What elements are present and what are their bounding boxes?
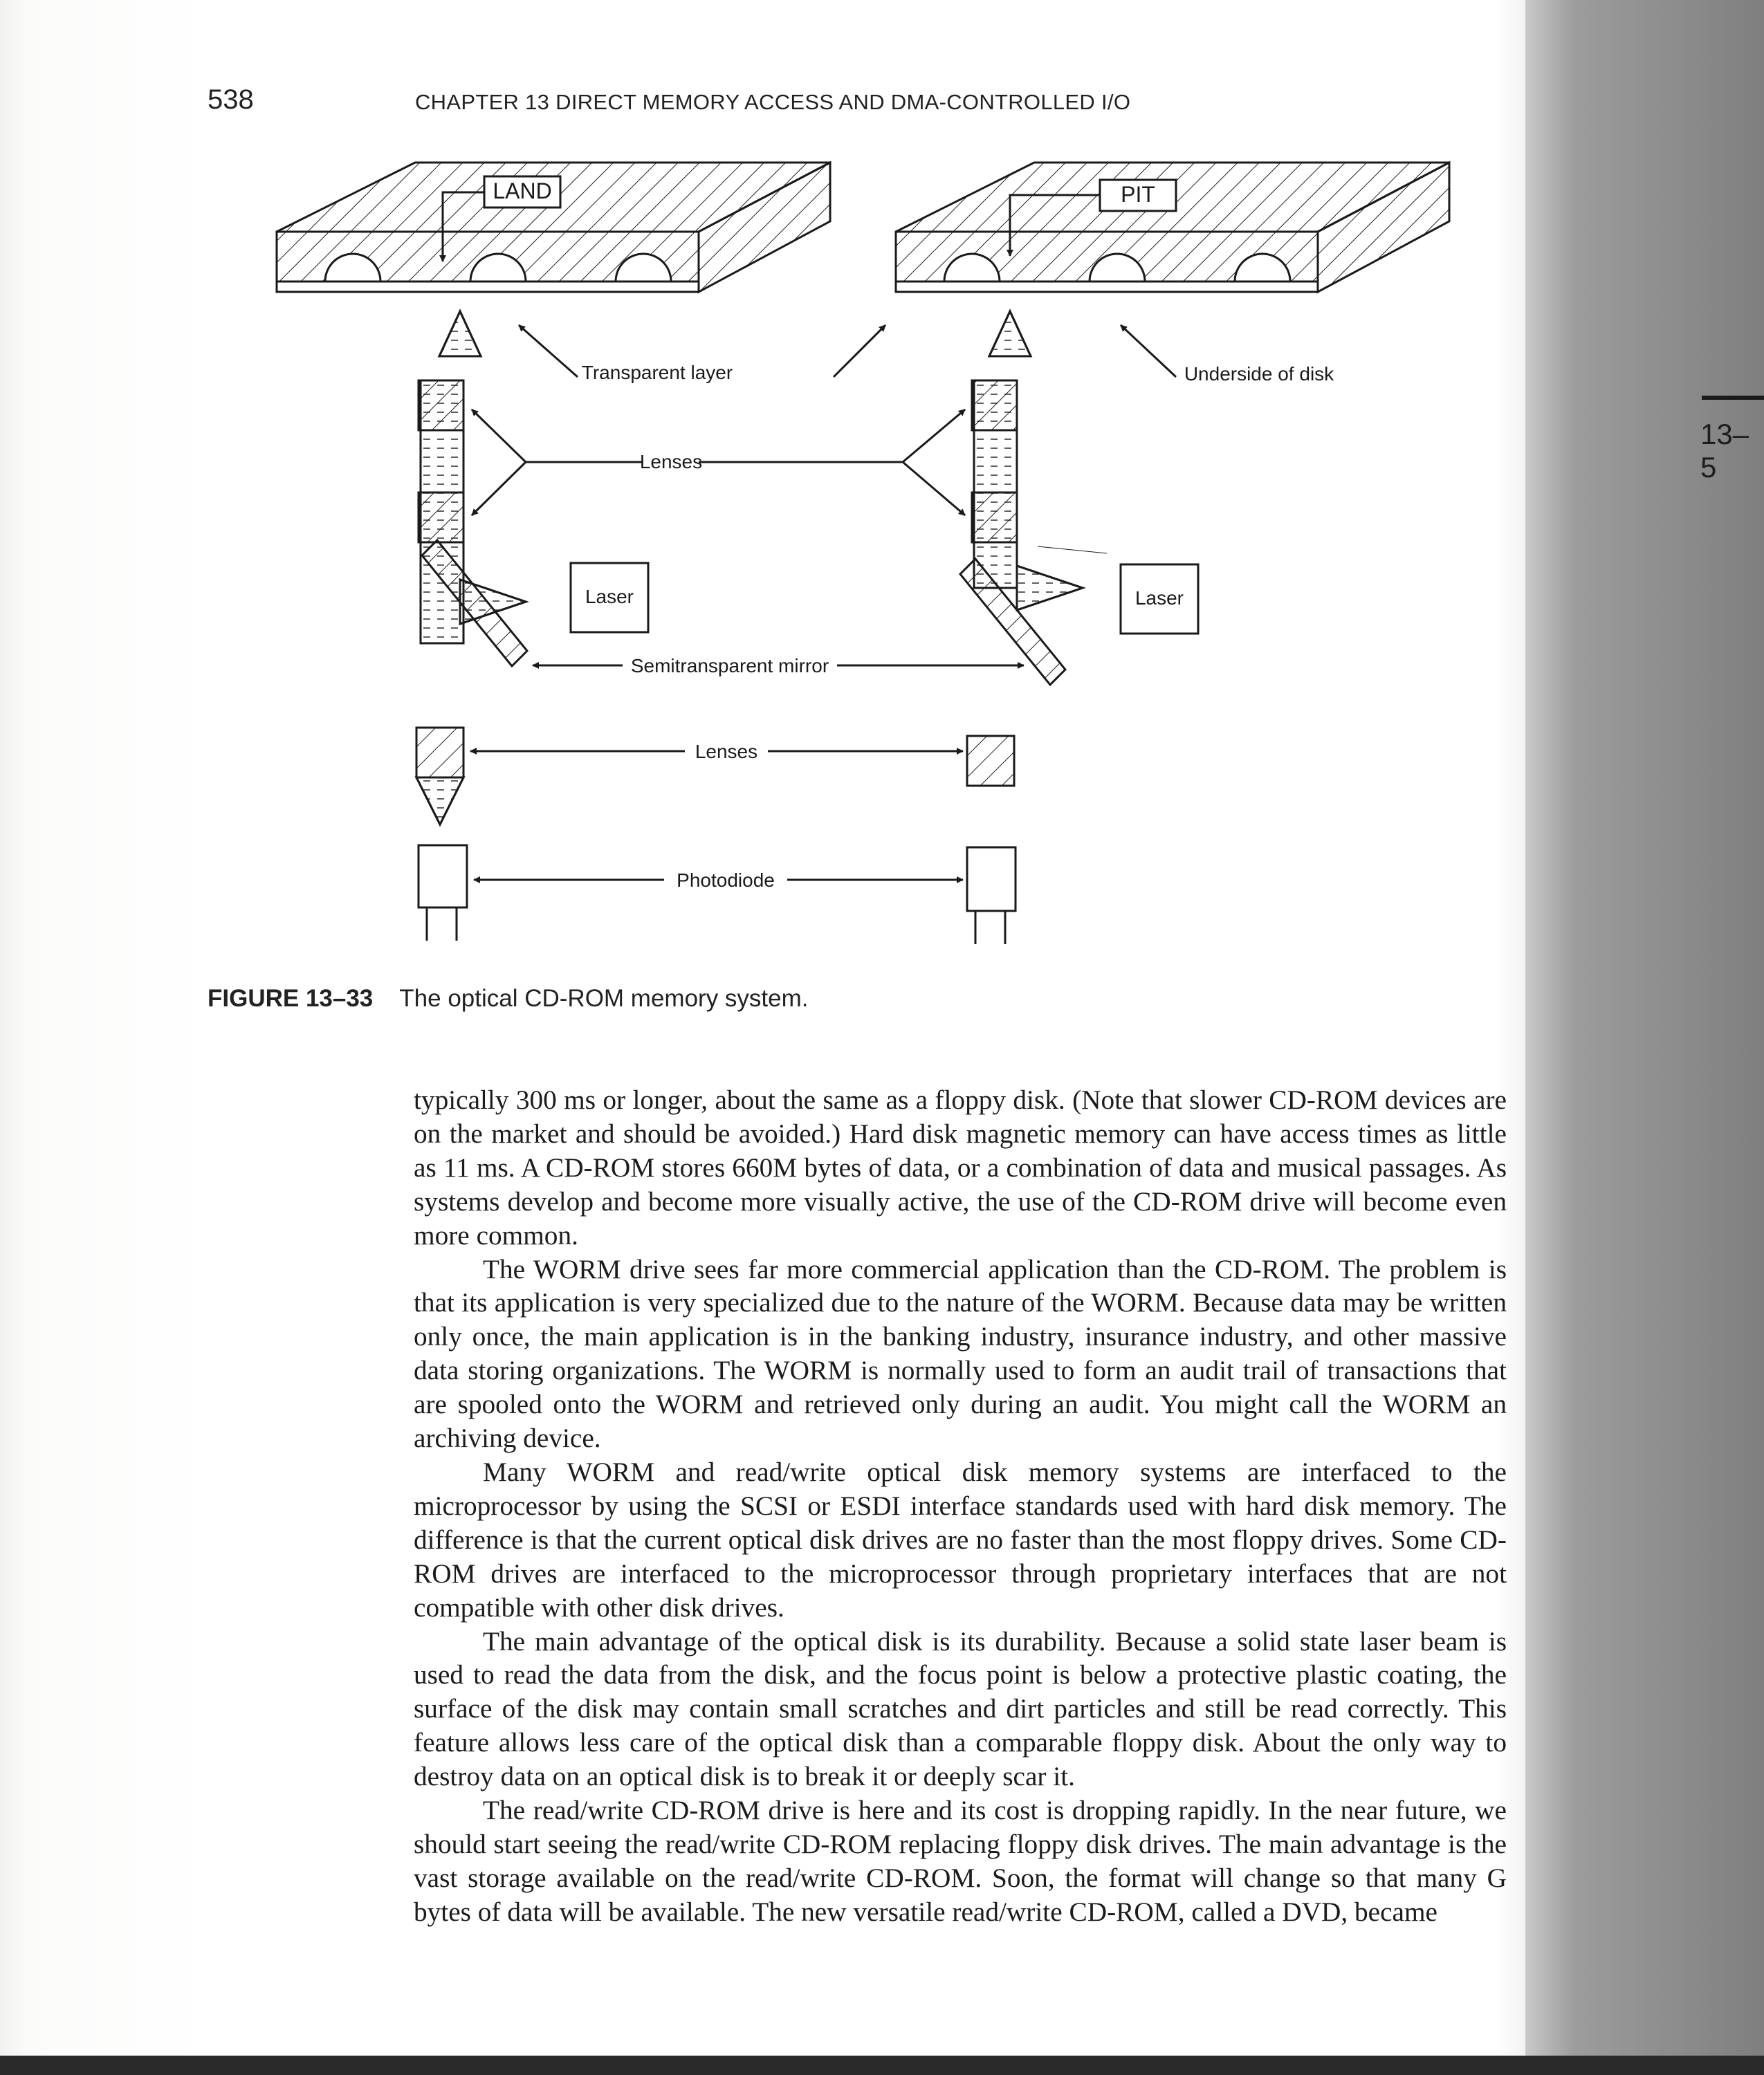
right-optics bbox=[960, 311, 1198, 944]
lenses-top-label: Lenses bbox=[639, 451, 703, 472]
body-text bbox=[414, 1083, 1507, 1929]
figure-label: FIGURE 13–33 bbox=[208, 985, 374, 1012]
page-number: 538 bbox=[208, 84, 254, 115]
paragraph: The main advantage of the optical disk is its durability. Because a solid state laser beam is used to read the data from the disk, and the focus point is below a protective plastic coating, the surface of the disk may contain small scratches and dirt particles and still be read correctly. This feature allows less care of the optical disk than a comparable floppy disk. About the only way to destroy data on an optical disk is to break it or deeply scar it. bbox=[414, 1625, 1507, 1792]
laser-left-label: Laser bbox=[585, 586, 634, 607]
paragraph: typically 300 ms or longer, about the same as a floppy disk. (Note that slower CD-ROM devices are on the market and should be avoided.) Hard disk magnetic memory can have access times as little as 11 ms. A CD-ROM stores 660M bytes of data, or a combination of data and musical passages. As systems develop and become more visually active, the use of the CD-ROM drive will become even more common. bbox=[414, 1085, 1507, 1251]
photodiode-label: Photodiode bbox=[677, 869, 775, 891]
laser-right-label: Laser bbox=[1134, 587, 1184, 609]
transparent-layer-label: Transparent layer bbox=[581, 362, 733, 383]
running-head bbox=[208, 84, 1522, 119]
lenses-bottom-label: Lenses bbox=[695, 741, 758, 762]
stray-mark bbox=[1038, 546, 1107, 553]
scan-edge bbox=[0, 2056, 1764, 2075]
land-label: LAND bbox=[493, 178, 552, 203]
paragraph: Many WORM and read/write optical disk memory systems are interfaced to the microprocessor by using the SCSI or ESDI interface standards used with hard disk memory. The difference is that the current optical disk drives are no faster than the most floppy drives. Some CD-ROM drives are interfaced to the microprocessor through proprietary interfaces that are not compatible with other disk drives. bbox=[414, 1456, 1507, 1623]
figure-caption bbox=[208, 985, 1314, 1013]
binding-shadow bbox=[1525, 0, 1764, 2075]
mirror-label: Semitransparent mirror bbox=[630, 655, 829, 676]
underside-label: Underside of disk bbox=[1184, 363, 1334, 385]
chapter-title: CHAPTER 13 DIRECT MEMORY ACCESS AND DMA-CONTROLLED I/O bbox=[415, 90, 1131, 114]
figure-caption-text: The optical CD-ROM memory system. bbox=[399, 985, 809, 1012]
side-section-number: 13–5 bbox=[1700, 418, 1749, 483]
pit-label: PIT bbox=[1121, 182, 1155, 207]
paragraph: The read/write CD-ROM drive is here and its cost is dropping rapidly. In the near future, we should start seeing the read/write CD-ROM replacing floppy disk drives. The main advantage is the vast storage available on the read/write CD-ROM. Soon, the format will change so that many G bytes of data will be available. The new versatile read/write CD-ROM, called a DVD, became bbox=[414, 1795, 1507, 1927]
cd-rom-diagram bbox=[228, 138, 1473, 968]
cd-rom-figure bbox=[228, 138, 1473, 968]
left-optics bbox=[416, 311, 648, 941]
side-section-rule bbox=[1702, 396, 1764, 400]
right-disk bbox=[896, 163, 1449, 292]
left-disk bbox=[277, 163, 830, 292]
paragraph: The WORM drive sees far more commercial application than the CD-ROM. The problem is that its application is very specialized due to the nature of the WORM. Because data may be written only once, the main application is in the banking industry, insurance industry, and other massive data storing organizations. The WORM is normally used to form an audit trail of transactions that are spooled onto the WORM and retrieved only during an audit. You might call the WORM an archiving device. bbox=[414, 1253, 1507, 1454]
